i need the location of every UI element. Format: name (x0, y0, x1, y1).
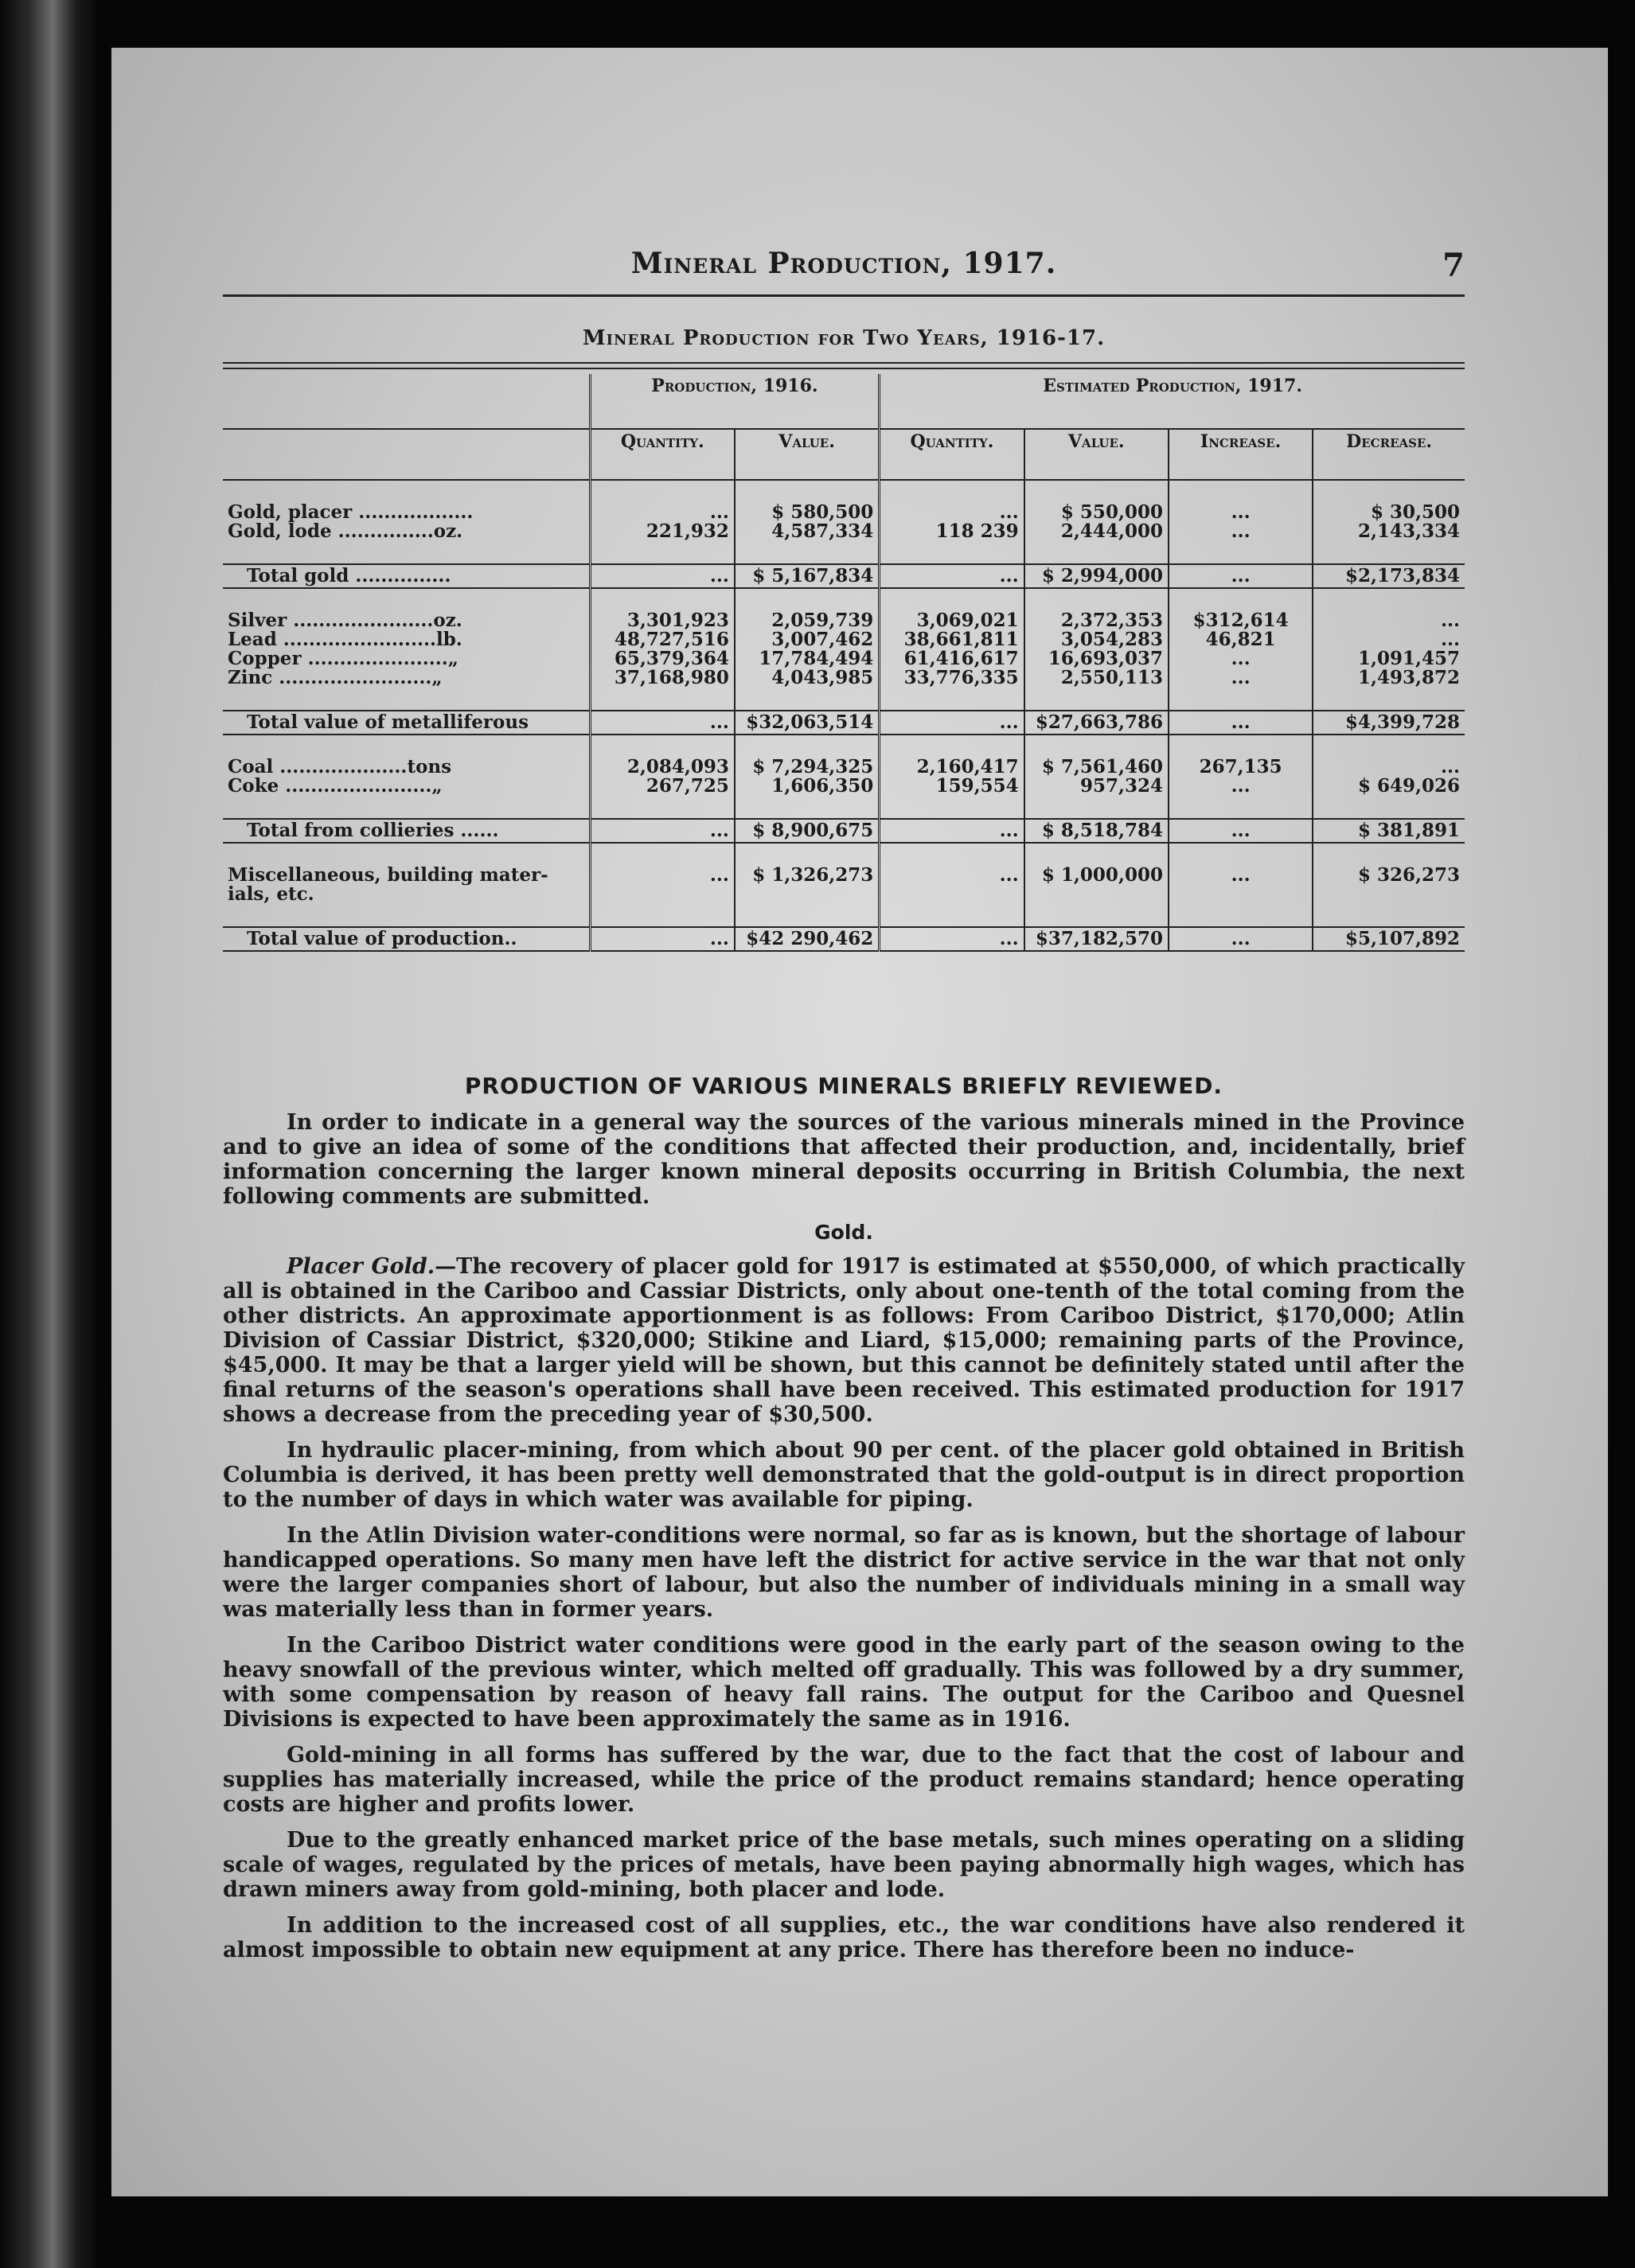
cell-q16: ... (590, 927, 735, 951)
cell-inc: ... (1169, 564, 1313, 588)
cell-q17: 2,160,417 159,554 (916, 756, 1019, 797)
running-title: Mineral Production, 1917. (630, 247, 1057, 280)
cell-v16: $42 290,462 (735, 927, 880, 951)
table-corner (223, 374, 590, 429)
cell-v17: 2,372,353 3,054,283 16,693,037 2,550,113 (1024, 610, 1169, 689)
cell-inc: ... (1169, 927, 1313, 951)
cell-inc: $312,614 46,821 ... ... (1169, 610, 1313, 689)
cell-q17: ... 118 239 (935, 501, 1019, 542)
cell-dec: $4,399,728 (1313, 711, 1465, 735)
cell-v17: $ 550,000 2,444,000 (1024, 501, 1169, 543)
col-quantity-1916: Quantity. (590, 429, 735, 480)
cell-v17: $ 7,561,460 957,324 (1024, 756, 1169, 797)
table-row (223, 756, 1465, 797)
cell-q16: ... (590, 819, 735, 843)
table-title: Mineral Production for Two Years, 1916-17. (582, 326, 1106, 350)
table-total-row (223, 564, 1465, 588)
cell-inc: ... (1169, 864, 1313, 906)
cell-v16: $ 7,294,325 1,606,350 (735, 756, 880, 797)
col-value-1917: Value. (1024, 429, 1169, 480)
cell-dec: ... ... 1,091,457 1,493,872 (1357, 610, 1460, 688)
atlin-paragraph: In the Atlin Division water-conditions were normal, so far as is known, but the shortage of labour handicapped operations. So many men have left the district for active service in the war that not only were the larger companies short of labour, but also the number of individuals mining in a small way was materially less than in former years. (223, 1523, 1465, 1622)
table-rule-top-2 (223, 368, 1465, 369)
cell-v17: $37,182,570 (1024, 927, 1169, 951)
running-header (223, 247, 1465, 294)
cell-dec: $5,107,892 (1313, 927, 1465, 951)
table-total-row (223, 819, 1465, 843)
cell-q16: ... (590, 711, 735, 735)
header-rule (223, 294, 1465, 297)
cell-q16: 2,084,093 267,725 (590, 756, 735, 797)
cell-v16: $32,063,514 (735, 711, 880, 735)
cell-dec: $2,173,834 (1313, 564, 1465, 588)
cell-dec: $ 381,891 (1313, 819, 1465, 843)
cell-inc: ... ... (1169, 501, 1313, 543)
base-metals-paragraph: Due to the greatly enhanced market price of the base metals, such mines operating on a sliding scale of wages, regulated by the prices of metals, have been paying abnormally high wages, which has drawn miners away from gold-mining, both placer and lode. (223, 1828, 1465, 1902)
col-increase: Increase. (1169, 429, 1313, 480)
table-row (223, 610, 1465, 689)
cell-q17: ... (880, 564, 1024, 588)
cell-inc: ... (1169, 819, 1313, 843)
intro-paragraph: In order to indicate in a general way the sources of the various minerals mined in the Province and to give an idea of some of the conditions that affected their production, and, incidentally, brief information concerning the larger known mineral deposits occurring in British Columbia, the next following comments are submitted. (223, 1110, 1465, 1209)
cell-dec: $ 30,500 2,143,334 (1357, 501, 1460, 542)
cell-q17: 3,069,021 38,661,811 61,416,617 33,776,335 (903, 610, 1019, 688)
cell-q17: ... (999, 864, 1019, 886)
cell-q16: ... (590, 564, 735, 588)
gold-heading: Gold. (814, 1221, 873, 1244)
cell-v16: $ 580,500 4,587,334 (735, 501, 880, 543)
cell-label: Miscellaneous, building mater- ials, etc. (228, 864, 548, 905)
cell-q16: 3,301,923 48,727,516 65,379,364 37,168,980 (590, 610, 735, 689)
group-header-1916: Production, 1916. (590, 374, 880, 429)
table-total-row (223, 927, 1465, 951)
page-number: 7 (1442, 247, 1465, 284)
placer-gold-lead: Placer Gold. (287, 1254, 435, 1279)
cell-q16: ... (590, 864, 735, 906)
cell-label: Total from collieries ...... (223, 819, 590, 843)
cell-label: Silver ......................oz. Lead ........................lb. Copper ......................„ Zinc ........................„ (228, 610, 462, 688)
cell-v16: $ 1,326,273 (735, 864, 880, 906)
table-row (223, 864, 1465, 906)
scan-margin (0, 0, 96, 2268)
col-decrease: Decrease. (1313, 429, 1465, 480)
table-row (223, 501, 1465, 543)
cell-label: Coal ....................tons Coke .......................„ (228, 756, 452, 797)
cariboo-paragraph: In the Cariboo District water conditions were good in the early part of the season owing to the heavy snowfall of the previous winter, which melted off gradually. This was followed by a dry summer, with some compensation by reason of heavy fall rains. The output for the Cariboo and Quesnel Divisions is expected to have been approximately the same as in 1916. (223, 1633, 1465, 1732)
cell-q17: ... (880, 819, 1024, 843)
cell-v17: $ 2,994,000 (1024, 564, 1169, 588)
production-table (223, 374, 1465, 952)
equipment-paragraph: In addition to the increased cost of all supplies, etc., the war conditions have also rendered it almost impossible to obtain new equipment at any price. There has therefore been no induce- (223, 1913, 1465, 1962)
cell-label: Gold, placer .................. Gold, lode ...............oz. (228, 501, 474, 542)
placer-gold-paragraph: Placer Gold.—The recovery of placer gold for 1917 is estimated at $550,000, of which practically all is obtained in the Cariboo and Cassiar Districts, only about one-tenth of the total coming from the other districts. An approximate apportionment is as follows: From Cariboo District, $170,000; Atlin Division of Cassiar District, $320,000; Stikine and Liard, $15,000; remaining parts of the Province, $45,000. It may be that a larger yield will be shown, but this cannot be definitely stated until after the final returns of the season's operations shall have been received. This estimated production for 1917 shows a decrease from the preceding year of $30,500. (223, 1254, 1465, 1427)
cell-v17: $ 1,000,000 (1024, 864, 1169, 906)
hydraulic-paragraph: In hydraulic placer-mining, from which about 90 per cent. of the placer gold obtained in British Columbia is derived, it has been pretty well demonstrated that the gold-output is in direct proportion to the number of days in which water was available for piping. (223, 1438, 1465, 1512)
cell-dec: ... $ 649,026 (1357, 756, 1460, 797)
table-total-row (223, 711, 1465, 735)
cell-q17: ... (880, 711, 1024, 735)
cell-q16: ... 221,932 (590, 501, 735, 543)
cell-v16: $ 5,167,834 (735, 564, 880, 588)
cell-label: Total value of production.. (223, 927, 590, 951)
col-quantity-1917: Quantity. (880, 429, 1024, 480)
section-heading: PRODUCTION OF VARIOUS MINERALS BRIEFLY REVIEWED. (464, 1073, 1223, 1099)
cell-v17: $27,663,786 (1024, 711, 1169, 735)
cell-inc: 267,135 ... (1169, 756, 1313, 797)
cell-v17: $ 8,518,784 (1024, 819, 1169, 843)
col-value-1916: Value. (735, 429, 880, 480)
cell-label: Total value of metalliferous (223, 711, 590, 735)
cell-v16: 2,059,739 3,007,462 17,784,494 4,043,985 (735, 610, 880, 689)
gold-mining-paragraph: Gold-mining in all forms has suffered by the war, due to the fact that the cost of labour and supplies has materially increased, while the price of the product remains standard; hence operating costs are higher and profits lower. (223, 1743, 1465, 1817)
cell-dec: $ 326,273 (1357, 864, 1460, 886)
cell-label: Total gold ............... (223, 564, 590, 588)
cell-inc: ... (1169, 711, 1313, 735)
cell-q17: ... (880, 927, 1024, 951)
table-rule-top (223, 362, 1465, 364)
document-page (111, 48, 1608, 2196)
body-text (223, 1110, 1465, 1974)
group-header-1917: Estimated Production, 1917. (880, 374, 1465, 429)
cell-v16: $ 8,900,675 (735, 819, 880, 843)
